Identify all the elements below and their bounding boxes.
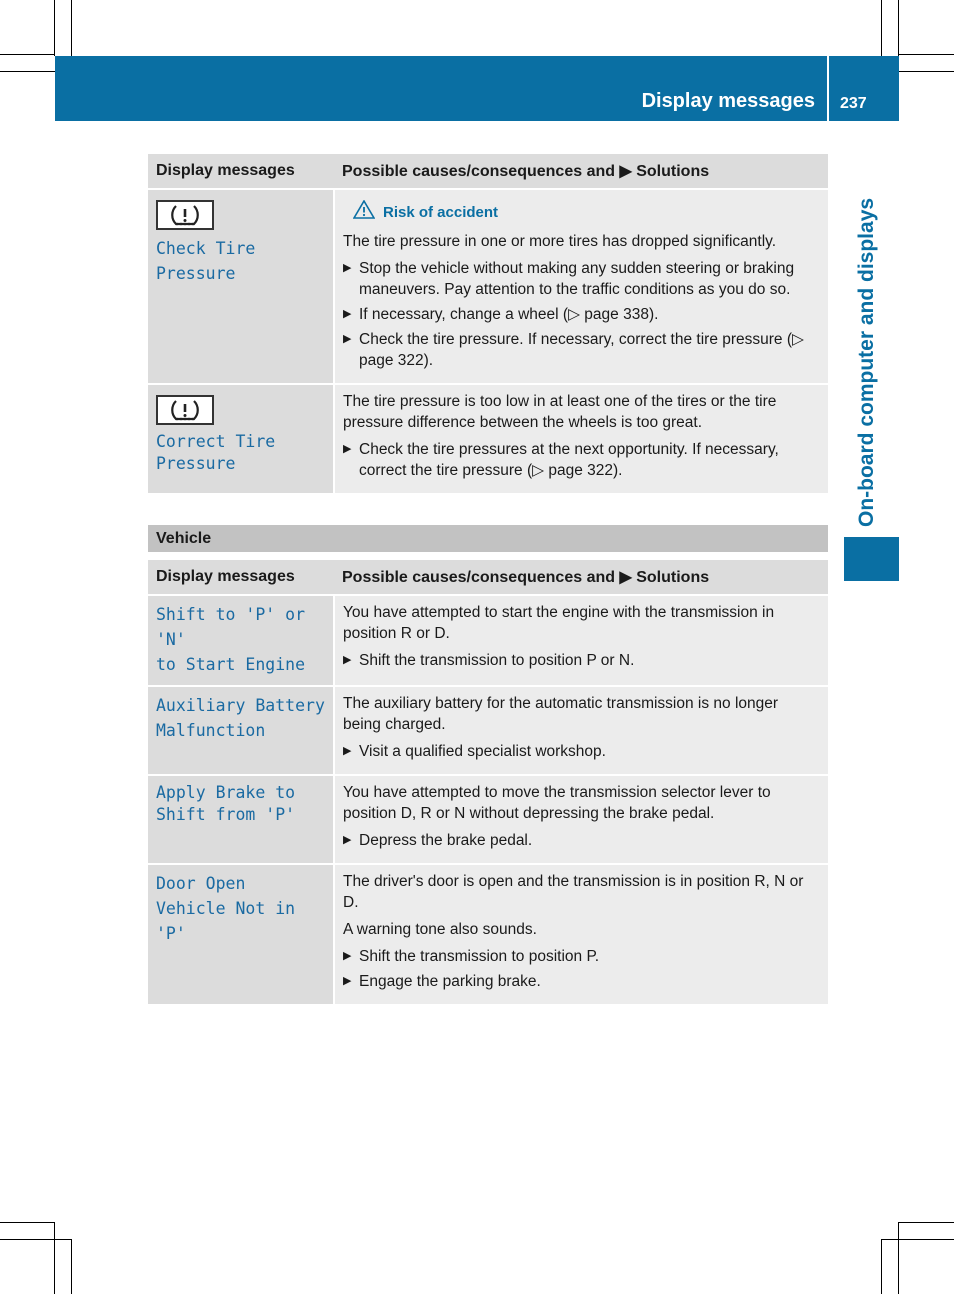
table-row <box>148 864 828 1005</box>
crop-mark <box>54 0 55 56</box>
crop-mark <box>899 54 954 55</box>
section-heading-vehicle: Vehicle <box>148 525 828 552</box>
display-message-text: Check Tire Pressure <box>156 239 256 283</box>
table-row <box>148 686 828 775</box>
crop-mark <box>0 1222 55 1223</box>
display-message-text: Auxiliary Battery Malfunction <box>156 696 325 740</box>
column-header-causes: Possible causes/consequences and ▶ Solutions <box>334 154 828 189</box>
triangle-right-icon: ▶ <box>343 443 352 455</box>
triangle-right-icon: ▶ <box>619 569 632 586</box>
cause-text: You have attempted to move the transmission selector lever to position D, R or N without depressing the brake pedal. <box>343 784 771 822</box>
display-message-text: Door Open Vehicle Not in 'P' <box>156 874 296 943</box>
causes-cell <box>334 189 828 384</box>
table-header-row <box>148 154 828 189</box>
triangle-right-icon: ▶ <box>343 308 352 320</box>
triangle-right-icon: ▶ <box>343 975 352 987</box>
column-header-messages: Display messages <box>148 154 334 189</box>
solution-item: ▶ Engage the parking brake. <box>343 973 541 990</box>
display-message-text: Correct Tire Pressure <box>156 432 276 473</box>
crop-mark <box>0 1239 72 1240</box>
page-number: 237 <box>840 95 867 112</box>
causes-cell <box>334 384 828 494</box>
solution-item: ▶ Check the tire pressure. If necessary, correct the tire pressure (▷ page 322). <box>343 331 804 369</box>
triangle-right-icon: ▶ <box>343 834 352 846</box>
risk-warning: Risk of accident <box>353 200 820 225</box>
causes-cell <box>334 595 828 686</box>
crop-mark <box>54 1222 55 1294</box>
solution-item: ▶ Shift the transmission to position P. <box>343 948 600 965</box>
cause-text: You have attempted to start the engine with the transmission in position R or D. <box>343 604 775 642</box>
display-messages-table-vehicle <box>148 560 828 1006</box>
solution-item: ▶ Stop the vehicle without making any sudden steering or braking maneuvers. Pay attention to the traffic conditions as you do so. <box>343 260 795 298</box>
table-row <box>148 775 828 864</box>
table-row <box>148 595 828 686</box>
message-cell <box>148 686 334 775</box>
causes-cell <box>334 864 828 1005</box>
triangle-right-icon: ▶ <box>619 163 632 180</box>
display-message-text: Apply Brake to Shift from 'P' <box>156 783 296 824</box>
causes-cell <box>334 775 828 864</box>
crop-mark <box>881 1239 882 1294</box>
solution-item: ▶ If necessary, change a wheel (▷ page 338). <box>343 306 659 323</box>
message-cell <box>148 384 334 494</box>
crop-mark <box>881 1239 954 1240</box>
cause-text: The tire pressure is too low in at least one of the tires or the tire pressure difference between the wheels is too great. <box>343 393 777 431</box>
page-title: Display messages <box>641 90 815 112</box>
triangle-right-icon: ▶ <box>343 950 352 962</box>
tire-pressure-warning-icon <box>156 395 214 425</box>
message-cell <box>148 775 334 864</box>
causes-cell <box>334 686 828 775</box>
column-header-causes: Possible causes/consequences and ▶ Solutions <box>334 560 828 595</box>
crop-mark <box>881 0 882 56</box>
warning-triangle-icon <box>353 200 375 225</box>
message-cell <box>148 595 334 686</box>
column-header-messages: Display messages <box>148 560 334 595</box>
message-cell <box>148 864 334 1005</box>
cause-text: The driver's door is open and the transmission is in position R, N or D. <box>343 873 804 911</box>
crop-mark <box>898 1222 899 1294</box>
solution-item: ▶ Check the tire pressures at the next opportunity. If necessary, correct the tire pressure (▷ page 322). <box>343 441 779 479</box>
triangle-right-icon: ▶ <box>343 333 352 345</box>
crop-mark <box>0 54 55 55</box>
chapter-tab <box>844 537 899 581</box>
display-message-text: Shift to 'P' or 'N' to Start Engine <box>156 605 306 674</box>
triangle-right-icon: ▶ <box>343 745 352 757</box>
table-header-row <box>148 560 828 595</box>
crop-mark <box>71 0 72 56</box>
table-row <box>148 384 828 494</box>
triangle-right-icon: ▶ <box>343 654 352 666</box>
tire-pressure-warning-icon <box>156 200 214 230</box>
solution-item: ▶ Depress the brake pedal. <box>343 832 533 849</box>
solution-item: ▶ Visit a qualified specialist workshop. <box>343 743 606 760</box>
chapter-side-title: On-board computer and displays <box>855 197 878 527</box>
crop-mark <box>71 1239 72 1294</box>
cause-text: The tire pressure in one or more tires has dropped significantly. <box>343 233 777 250</box>
crop-mark <box>899 1222 954 1223</box>
crop-mark <box>898 0 899 56</box>
crop-mark <box>0 71 55 72</box>
cause-text: The auxiliary battery for the automatic transmission is no longer being charged. <box>343 695 779 733</box>
table-row <box>148 189 828 384</box>
crop-mark <box>899 71 954 72</box>
display-messages-table-tires <box>148 154 828 495</box>
message-cell <box>148 189 334 384</box>
cause-text-note: A warning tone also sounds. <box>343 921 537 938</box>
triangle-right-icon: ▶ <box>343 262 352 274</box>
header-divider <box>827 56 829 121</box>
solution-item: ▶ Shift the transmission to position P or N. <box>343 652 635 669</box>
